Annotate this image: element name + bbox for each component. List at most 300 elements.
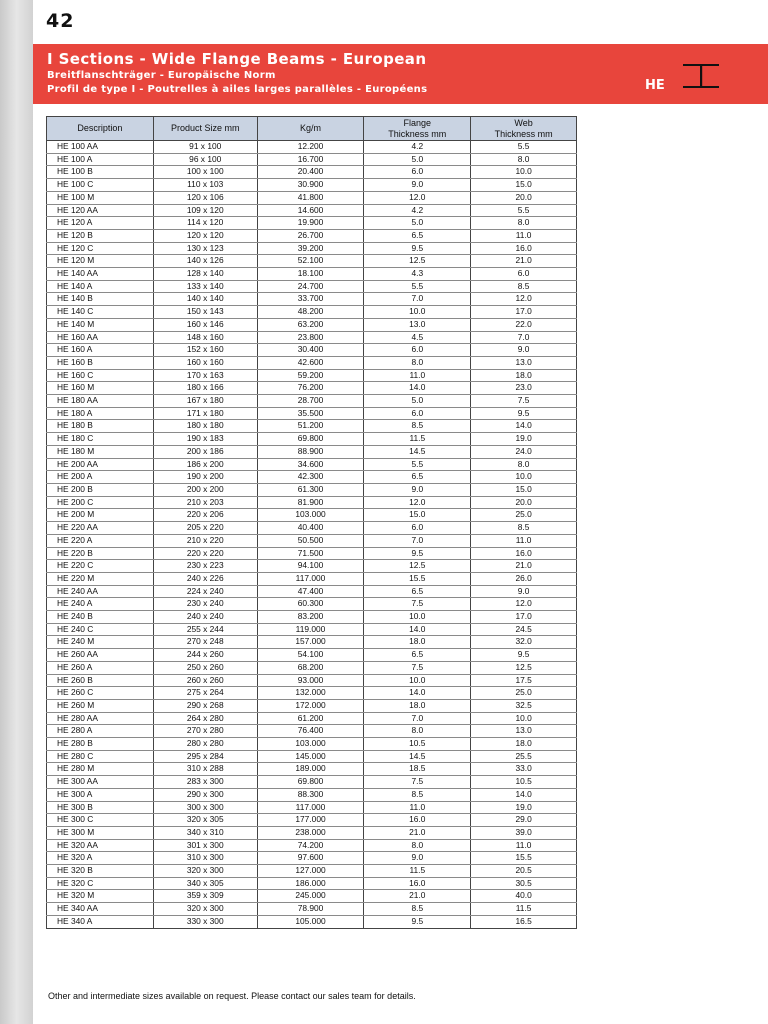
cell-kg-per-m: 23.800 — [257, 331, 364, 344]
cell-flange-thickness: 4.2 — [364, 141, 471, 154]
table-body — [47, 141, 577, 929]
cell-kg-per-m: 52.100 — [257, 255, 364, 268]
banner-subtitle-german: Breitflanschträger - Europäische Norm — [47, 70, 276, 81]
cell-web-thickness: 11.0 — [471, 534, 577, 547]
cell-web-thickness: 8.0 — [471, 153, 577, 166]
cell-product-size: 283 x 300 — [153, 776, 257, 789]
cell-web-thickness: 10.0 — [471, 471, 577, 484]
cell-product-size: 340 x 310 — [153, 826, 257, 839]
cell-kg-per-m: 34.600 — [257, 458, 364, 471]
cell-kg-per-m: 63.200 — [257, 318, 364, 331]
cell-product-size: 230 x 223 — [153, 560, 257, 573]
table-row — [47, 712, 577, 725]
cell-web-thickness: 21.0 — [471, 560, 577, 573]
cell-kg-per-m: 127.000 — [257, 865, 364, 878]
cell-description: HE 120 B — [47, 229, 154, 242]
cell-web-thickness: 20.0 — [471, 496, 577, 509]
cell-web-thickness: 26.0 — [471, 572, 577, 585]
cell-kg-per-m: 33.700 — [257, 293, 364, 306]
cell-web-thickness: 23.0 — [471, 382, 577, 395]
cell-flange-thickness: 8.0 — [364, 839, 471, 852]
cell-product-size: 152 x 160 — [153, 344, 257, 357]
cell-kg-per-m: 145.000 — [257, 750, 364, 763]
cell-web-thickness: 22.0 — [471, 318, 577, 331]
table-row — [47, 725, 577, 738]
cell-kg-per-m: 30.900 — [257, 179, 364, 192]
cell-flange-thickness: 11.0 — [364, 369, 471, 382]
table-row — [47, 611, 577, 624]
cell-kg-per-m: 47.400 — [257, 585, 364, 598]
cell-kg-per-m: 97.600 — [257, 852, 364, 865]
cell-product-size: 270 x 248 — [153, 636, 257, 649]
cell-kg-per-m: 177.000 — [257, 814, 364, 827]
table-row — [47, 572, 577, 585]
cell-flange-thickness: 18.0 — [364, 636, 471, 649]
cell-flange-thickness: 7.0 — [364, 712, 471, 725]
table-row — [47, 306, 577, 319]
cell-kg-per-m: 42.300 — [257, 471, 364, 484]
cell-web-thickness: 10.0 — [471, 712, 577, 725]
cell-web-thickness: 9.5 — [471, 407, 577, 420]
cell-description: HE 240 AA — [47, 585, 154, 598]
cell-kg-per-m: 238.000 — [257, 826, 364, 839]
cell-web-thickness: 6.0 — [471, 268, 577, 281]
cell-product-size: 340 x 305 — [153, 877, 257, 890]
cell-product-size: 264 x 280 — [153, 712, 257, 725]
cell-description: HE 320 AA — [47, 839, 154, 852]
cell-product-size: 224 x 240 — [153, 585, 257, 598]
cell-flange-thickness: 6.0 — [364, 522, 471, 535]
cell-web-thickness: 10.5 — [471, 776, 577, 789]
cell-kg-per-m: 157.000 — [257, 636, 364, 649]
cell-description: HE 340 A — [47, 915, 154, 928]
cell-flange-thickness: 5.0 — [364, 153, 471, 166]
cell-description: HE 220 AA — [47, 522, 154, 535]
cell-description: HE 200 B — [47, 483, 154, 496]
table-row — [47, 395, 577, 408]
cell-kg-per-m: 51.200 — [257, 420, 364, 433]
cell-web-thickness: 17.5 — [471, 674, 577, 687]
cell-kg-per-m: 61.300 — [257, 483, 364, 496]
cell-product-size: 128 x 140 — [153, 268, 257, 281]
cell-web-thickness: 13.0 — [471, 725, 577, 738]
cell-flange-thickness: 6.0 — [364, 344, 471, 357]
cell-web-thickness: 24.5 — [471, 623, 577, 636]
cell-product-size: 171 x 180 — [153, 407, 257, 420]
cell-description: HE 300 M — [47, 826, 154, 839]
cell-web-thickness: 12.0 — [471, 293, 577, 306]
cell-product-size: 160 x 160 — [153, 356, 257, 369]
table-row — [47, 356, 577, 369]
table-row — [47, 801, 577, 814]
cell-web-thickness: 18.0 — [471, 738, 577, 751]
table-row — [47, 560, 577, 573]
cell-kg-per-m: 103.000 — [257, 738, 364, 751]
cell-kg-per-m: 39.200 — [257, 242, 364, 255]
cell-description: HE 300 B — [47, 801, 154, 814]
table-row — [47, 522, 577, 535]
beam-spec-table — [46, 116, 577, 929]
cell-product-size: 210 x 203 — [153, 496, 257, 509]
cell-flange-thickness: 10.0 — [364, 674, 471, 687]
cell-web-thickness: 25.5 — [471, 750, 577, 763]
cell-product-size: 100 x 100 — [153, 166, 257, 179]
cell-product-size: 133 x 140 — [153, 280, 257, 293]
table-row — [47, 369, 577, 382]
cell-kg-per-m: 76.200 — [257, 382, 364, 395]
cell-product-size: 150 x 143 — [153, 306, 257, 319]
side-strip — [0, 0, 33, 1024]
cell-description: HE 220 M — [47, 572, 154, 585]
cell-kg-per-m: 68.200 — [257, 661, 364, 674]
cell-description: HE 240 A — [47, 598, 154, 611]
cell-flange-thickness: 15.5 — [364, 572, 471, 585]
cell-web-thickness: 16.0 — [471, 547, 577, 560]
cell-web-thickness: 9.0 — [471, 585, 577, 598]
cell-description: HE 160 C — [47, 369, 154, 382]
table-header-row — [47, 117, 577, 141]
cell-kg-per-m: 117.000 — [257, 801, 364, 814]
cell-product-size: 167 x 180 — [153, 395, 257, 408]
cell-product-size: 280 x 280 — [153, 738, 257, 751]
cell-web-thickness: 15.0 — [471, 179, 577, 192]
cell-web-thickness: 15.0 — [471, 483, 577, 496]
cell-description: HE 180 B — [47, 420, 154, 433]
table-row — [47, 445, 577, 458]
cell-web-thickness: 16.5 — [471, 915, 577, 928]
table-row — [47, 268, 577, 281]
cell-flange-thickness: 12.0 — [364, 191, 471, 204]
cell-flange-thickness: 5.5 — [364, 458, 471, 471]
cell-flange-thickness: 6.5 — [364, 471, 471, 484]
cell-description: HE 260 B — [47, 674, 154, 687]
header-description: Description — [47, 117, 154, 141]
cell-product-size: 120 x 120 — [153, 229, 257, 242]
cell-web-thickness: 18.0 — [471, 369, 577, 382]
cell-description: HE 280 AA — [47, 712, 154, 725]
cell-web-thickness: 14.0 — [471, 788, 577, 801]
table-row — [47, 496, 577, 509]
cell-web-thickness: 20.5 — [471, 865, 577, 878]
cell-product-size: 310 x 300 — [153, 852, 257, 865]
cell-web-thickness: 8.0 — [471, 217, 577, 230]
table-row — [47, 204, 577, 217]
cell-flange-thickness: 10.0 — [364, 611, 471, 624]
cell-kg-per-m: 35.500 — [257, 407, 364, 420]
cell-description: HE 220 C — [47, 560, 154, 573]
table-row — [47, 877, 577, 890]
cell-kg-per-m: 69.800 — [257, 433, 364, 446]
cell-flange-thickness: 8.5 — [364, 903, 471, 916]
cell-flange-thickness: 13.0 — [364, 318, 471, 331]
table-row — [47, 382, 577, 395]
cell-kg-per-m: 26.700 — [257, 229, 364, 242]
cell-kg-per-m: 18.100 — [257, 268, 364, 281]
cell-kg-per-m: 12.200 — [257, 141, 364, 154]
table-row — [47, 407, 577, 420]
table-row — [47, 217, 577, 230]
banner-subtitle-french: Profil de type I - Poutrelles à ailes larges parallèles - Européens — [47, 84, 428, 95]
cell-description: HE 140 AA — [47, 268, 154, 281]
cell-flange-thickness: 12.5 — [364, 560, 471, 573]
cell-description: HE 260 M — [47, 699, 154, 712]
cell-description: HE 120 C — [47, 242, 154, 255]
cell-product-size: 300 x 300 — [153, 801, 257, 814]
cell-web-thickness: 39.0 — [471, 826, 577, 839]
cell-product-size: 91 x 100 — [153, 141, 257, 154]
cell-product-size: 170 x 163 — [153, 369, 257, 382]
cell-description: HE 100 A — [47, 153, 154, 166]
cell-description: HE 120 M — [47, 255, 154, 268]
table-row — [47, 839, 577, 852]
cell-flange-thickness: 11.5 — [364, 865, 471, 878]
cell-flange-thickness: 11.0 — [364, 801, 471, 814]
cell-product-size: 320 x 305 — [153, 814, 257, 827]
cell-product-size: 120 x 106 — [153, 191, 257, 204]
cell-flange-thickness: 9.5 — [364, 242, 471, 255]
cell-web-thickness: 5.5 — [471, 141, 577, 154]
cell-description: HE 140 M — [47, 318, 154, 331]
cell-description: HE 240 M — [47, 636, 154, 649]
cell-kg-per-m: 50.500 — [257, 534, 364, 547]
cell-flange-thickness: 6.5 — [364, 229, 471, 242]
cell-flange-thickness: 14.5 — [364, 750, 471, 763]
cell-web-thickness: 8.0 — [471, 458, 577, 471]
cell-description: HE 260 AA — [47, 649, 154, 662]
cell-product-size: 330 x 300 — [153, 915, 257, 928]
cell-description: HE 160 M — [47, 382, 154, 395]
table-row — [47, 331, 577, 344]
cell-flange-thickness: 9.0 — [364, 852, 471, 865]
cell-web-thickness: 7.5 — [471, 395, 577, 408]
cell-description: HE 300 C — [47, 814, 154, 827]
table-row — [47, 433, 577, 446]
cell-web-thickness: 40.0 — [471, 890, 577, 903]
header-flange-thickness: Flange Thickness mm — [364, 117, 471, 141]
cell-web-thickness: 19.0 — [471, 801, 577, 814]
cell-description: HE 240 B — [47, 611, 154, 624]
cell-product-size: 230 x 240 — [153, 598, 257, 611]
cell-kg-per-m: 61.200 — [257, 712, 364, 725]
cell-flange-thickness: 18.0 — [364, 699, 471, 712]
cell-product-size: 109 x 120 — [153, 204, 257, 217]
cell-description: HE 320 A — [47, 852, 154, 865]
cell-description: HE 140 C — [47, 306, 154, 319]
cell-web-thickness: 32.5 — [471, 699, 577, 712]
cell-web-thickness: 7.0 — [471, 331, 577, 344]
cell-product-size: 310 x 288 — [153, 763, 257, 776]
cell-web-thickness: 11.0 — [471, 839, 577, 852]
cell-kg-per-m: 103.000 — [257, 509, 364, 522]
cell-product-size: 320 x 300 — [153, 903, 257, 916]
cell-web-thickness: 17.0 — [471, 611, 577, 624]
cell-kg-per-m: 30.400 — [257, 344, 364, 357]
cell-description: HE 220 B — [47, 547, 154, 560]
cell-description: HE 240 C — [47, 623, 154, 636]
table-row — [47, 471, 577, 484]
cell-description: HE 280 M — [47, 763, 154, 776]
table-row — [47, 636, 577, 649]
cell-kg-per-m: 119.000 — [257, 623, 364, 636]
table-row — [47, 509, 577, 522]
cell-description: HE 220 A — [47, 534, 154, 547]
cell-kg-per-m: 189.000 — [257, 763, 364, 776]
cell-product-size: 295 x 284 — [153, 750, 257, 763]
i-beam-icon — [681, 60, 721, 92]
table-row — [47, 483, 577, 496]
cell-web-thickness: 17.0 — [471, 306, 577, 319]
table-row — [47, 890, 577, 903]
cell-web-thickness: 33.0 — [471, 763, 577, 776]
cell-flange-thickness: 18.5 — [364, 763, 471, 776]
table-row — [47, 293, 577, 306]
table-row — [47, 699, 577, 712]
cell-description: HE 300 AA — [47, 776, 154, 789]
cell-product-size: 148 x 160 — [153, 331, 257, 344]
cell-product-size: 255 x 244 — [153, 623, 257, 636]
cell-flange-thickness: 9.5 — [364, 915, 471, 928]
footer-note: Other and intermediate sizes available on request. Please contact our sales team for details. — [48, 991, 416, 1001]
cell-web-thickness: 15.5 — [471, 852, 577, 865]
cell-kg-per-m: 88.900 — [257, 445, 364, 458]
cell-product-size: 130 x 123 — [153, 242, 257, 255]
cell-kg-per-m: 16.700 — [257, 153, 364, 166]
cell-description: HE 280 A — [47, 725, 154, 738]
cell-kg-per-m: 41.800 — [257, 191, 364, 204]
table-row — [47, 585, 577, 598]
cell-description: HE 120 A — [47, 217, 154, 230]
table-row — [47, 623, 577, 636]
cell-product-size: 290 x 300 — [153, 788, 257, 801]
cell-product-size: 290 x 268 — [153, 699, 257, 712]
header-banner — [33, 44, 768, 104]
banner-title: I Sections - Wide Flange Beams - European — [47, 50, 427, 68]
cell-flange-thickness: 7.0 — [364, 534, 471, 547]
table-row — [47, 776, 577, 789]
cell-description: HE 280 C — [47, 750, 154, 763]
cell-description: HE 200 AA — [47, 458, 154, 471]
cell-kg-per-m: 74.200 — [257, 839, 364, 852]
cell-description: HE 160 A — [47, 344, 154, 357]
cell-flange-thickness: 8.5 — [364, 788, 471, 801]
cell-web-thickness: 25.0 — [471, 509, 577, 522]
cell-description: HE 280 B — [47, 738, 154, 751]
cell-kg-per-m: 40.400 — [257, 522, 364, 535]
table-row — [47, 166, 577, 179]
cell-product-size: 114 x 120 — [153, 217, 257, 230]
table-row — [47, 344, 577, 357]
cell-description: HE 180 A — [47, 407, 154, 420]
cell-description: HE 200 A — [47, 471, 154, 484]
table-row — [47, 661, 577, 674]
cell-flange-thickness: 14.0 — [364, 382, 471, 395]
cell-web-thickness: 8.5 — [471, 280, 577, 293]
cell-web-thickness: 11.0 — [471, 229, 577, 242]
cell-product-size: 96 x 100 — [153, 153, 257, 166]
cell-flange-thickness: 9.0 — [364, 483, 471, 496]
cell-kg-per-m: 48.200 — [257, 306, 364, 319]
table-row — [47, 738, 577, 751]
cell-web-thickness: 21.0 — [471, 255, 577, 268]
table-row — [47, 674, 577, 687]
cell-kg-per-m: 54.100 — [257, 649, 364, 662]
cell-kg-per-m: 69.800 — [257, 776, 364, 789]
cell-description: HE 140 B — [47, 293, 154, 306]
cell-kg-per-m: 14.600 — [257, 204, 364, 217]
cell-flange-thickness: 4.3 — [364, 268, 471, 281]
cell-kg-per-m: 59.200 — [257, 369, 364, 382]
cell-flange-thickness: 14.0 — [364, 687, 471, 700]
table-row — [47, 179, 577, 192]
cell-description: HE 200 C — [47, 496, 154, 509]
cell-kg-per-m: 71.500 — [257, 547, 364, 560]
cell-product-size: 160 x 146 — [153, 318, 257, 331]
table-row — [47, 814, 577, 827]
cell-flange-thickness: 7.5 — [364, 598, 471, 611]
cell-description: HE 320 B — [47, 865, 154, 878]
cell-kg-per-m: 78.900 — [257, 903, 364, 916]
cell-flange-thickness: 8.5 — [364, 420, 471, 433]
table-row — [47, 229, 577, 242]
cell-product-size: 180 x 166 — [153, 382, 257, 395]
cell-flange-thickness: 7.0 — [364, 293, 471, 306]
cell-description: HE 100 C — [47, 179, 154, 192]
cell-kg-per-m: 94.100 — [257, 560, 364, 573]
cell-product-size: 210 x 220 — [153, 534, 257, 547]
cell-web-thickness: 11.5 — [471, 903, 577, 916]
cell-flange-thickness: 5.0 — [364, 395, 471, 408]
cell-kg-per-m: 245.000 — [257, 890, 364, 903]
table-row — [47, 788, 577, 801]
table-row — [47, 826, 577, 839]
cell-kg-per-m: 42.600 — [257, 356, 364, 369]
cell-product-size: 359 x 309 — [153, 890, 257, 903]
cell-flange-thickness: 14.0 — [364, 623, 471, 636]
cell-description: HE 100 AA — [47, 141, 154, 154]
cell-description: HE 180 M — [47, 445, 154, 458]
cell-product-size: 220 x 220 — [153, 547, 257, 560]
cell-flange-thickness: 5.0 — [364, 217, 471, 230]
table-row — [47, 903, 577, 916]
cell-flange-thickness: 21.0 — [364, 826, 471, 839]
cell-product-size: 190 x 183 — [153, 433, 257, 446]
cell-web-thickness: 9.5 — [471, 649, 577, 662]
cell-kg-per-m: 172.000 — [257, 699, 364, 712]
cell-description: HE 100 B — [47, 166, 154, 179]
page-number: 42 — [46, 10, 75, 32]
cell-product-size: 110 x 103 — [153, 179, 257, 192]
cell-web-thickness: 24.0 — [471, 445, 577, 458]
cell-product-size: 220 x 206 — [153, 509, 257, 522]
table-row — [47, 687, 577, 700]
cell-flange-thickness: 15.0 — [364, 509, 471, 522]
table-row — [47, 534, 577, 547]
cell-flange-thickness: 14.5 — [364, 445, 471, 458]
table-row — [47, 458, 577, 471]
cell-web-thickness: 12.5 — [471, 661, 577, 674]
cell-flange-thickness: 9.0 — [364, 179, 471, 192]
cell-kg-per-m: 19.900 — [257, 217, 364, 230]
cell-description: HE 180 AA — [47, 395, 154, 408]
cell-description: HE 320 M — [47, 890, 154, 903]
cell-product-size: 140 x 126 — [153, 255, 257, 268]
cell-description: HE 160 B — [47, 356, 154, 369]
cell-web-thickness: 20.0 — [471, 191, 577, 204]
cell-description: HE 260 C — [47, 687, 154, 700]
cell-kg-per-m: 24.700 — [257, 280, 364, 293]
cell-flange-thickness: 6.0 — [364, 166, 471, 179]
table-row — [47, 865, 577, 878]
